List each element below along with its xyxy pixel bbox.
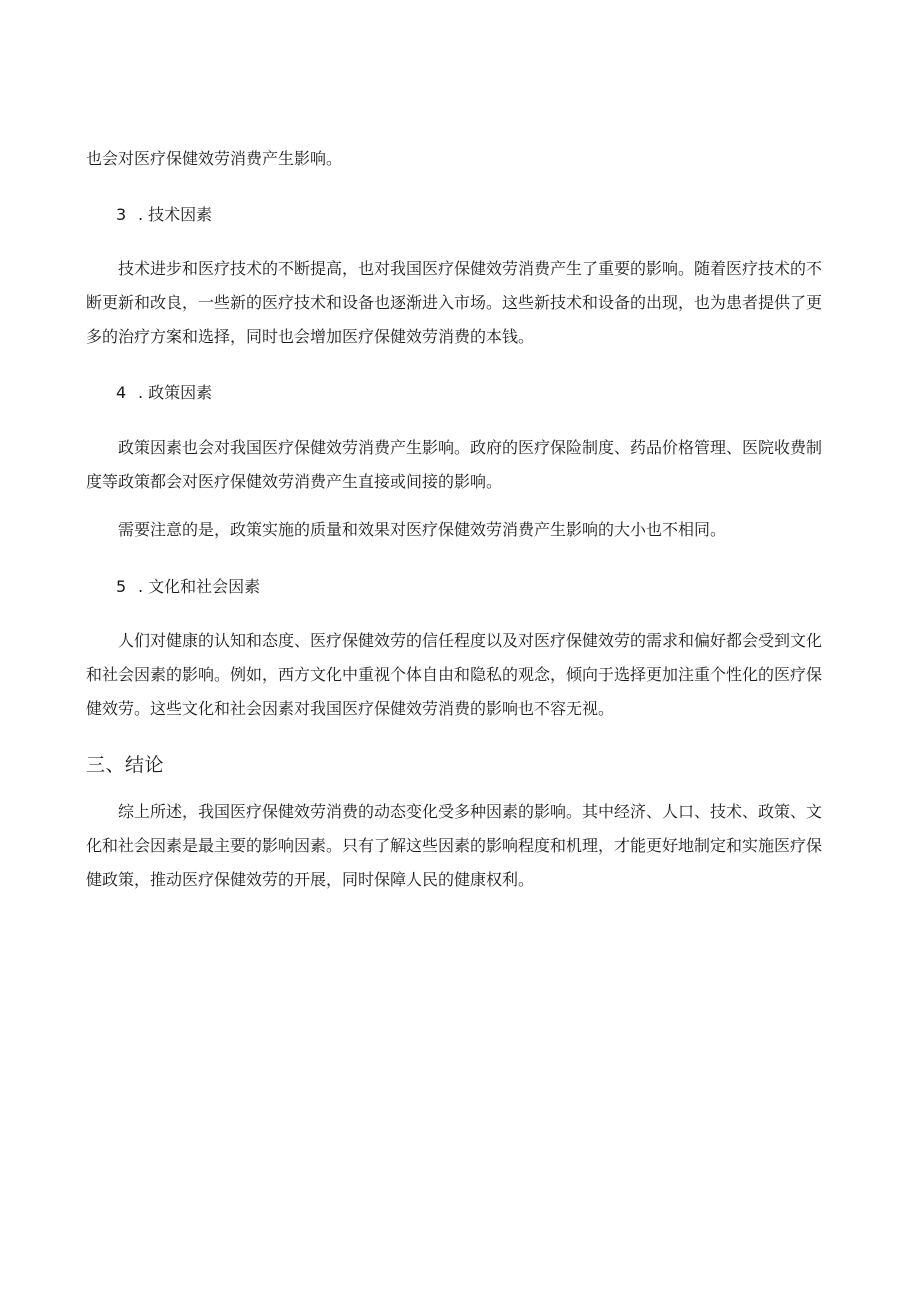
paragraph-culture: 人们对健康的认知和态度、医疗保健效劳的信任程度以及对医疗保健效劳的需求和偏好都会受到文化和社会因素的影响。例如，西方文化中重视个体自由和隐私的观念，倾向于选择更加注重个性化的医疗保健效劳。这些文化和社会因素对我国医疗保健效劳消费的影响也不容无视。 <box>86 631 823 718</box>
section-heading-conclusion: 三、结论 <box>86 754 165 776</box>
subheading-title: . 文化和社会因素 <box>138 577 261 596</box>
subheading-culture <box>116 574 260 600</box>
paragraph-technology: 技术进步和医疗技术的不断提高，也对我国医疗保健效劳消费产生了重要的影响。随着医疗技术的不断更新和改良，一些新的医疗技术和设备也逐渐进入市场。这些新技术和设备的出现，也为患者提供了更多的治疗方案和选择，同时也会增加医疗保健效劳消费的本钱。 <box>86 259 823 346</box>
paragraph-conclusion: 综上所述，我国医疗保健效劳消费的动态变化受多种因素的影响。其中经济、人口、技术、政策、文化和社会因素是最主要的影响因素。只有了解这些因素的影响程度和机理，才能更好地制定和实施医疗保健政策，推动医疗保健效劳的开展，同时保障人民的健康权利。 <box>86 802 823 889</box>
subheading-number: 4 <box>116 383 127 402</box>
subheading-number: 3 <box>116 205 127 224</box>
subheading-number: 5 <box>116 577 127 596</box>
paragraph-policy: 政策因素也会对我国医疗保健效劳消费产生影响。政府的医疗保险制度、药品价格管理、医院收费制度等政策都会对医疗保健效劳消费产生直接或间接的影响。 <box>86 438 823 491</box>
subheading-title: . 政策因素 <box>138 383 213 402</box>
paragraph-carryover: 也会对医疗保健效劳消费产生影响。 <box>86 149 343 168</box>
subheading-policy <box>116 380 212 406</box>
subheading-technology <box>116 202 212 228</box>
paragraph-policy-note: 需要注意的是，政策实施的质量和效果对医疗保健效劳消费产生影响的大小也不相同。 <box>118 520 727 539</box>
subheading-title: . 技术因素 <box>138 205 213 224</box>
